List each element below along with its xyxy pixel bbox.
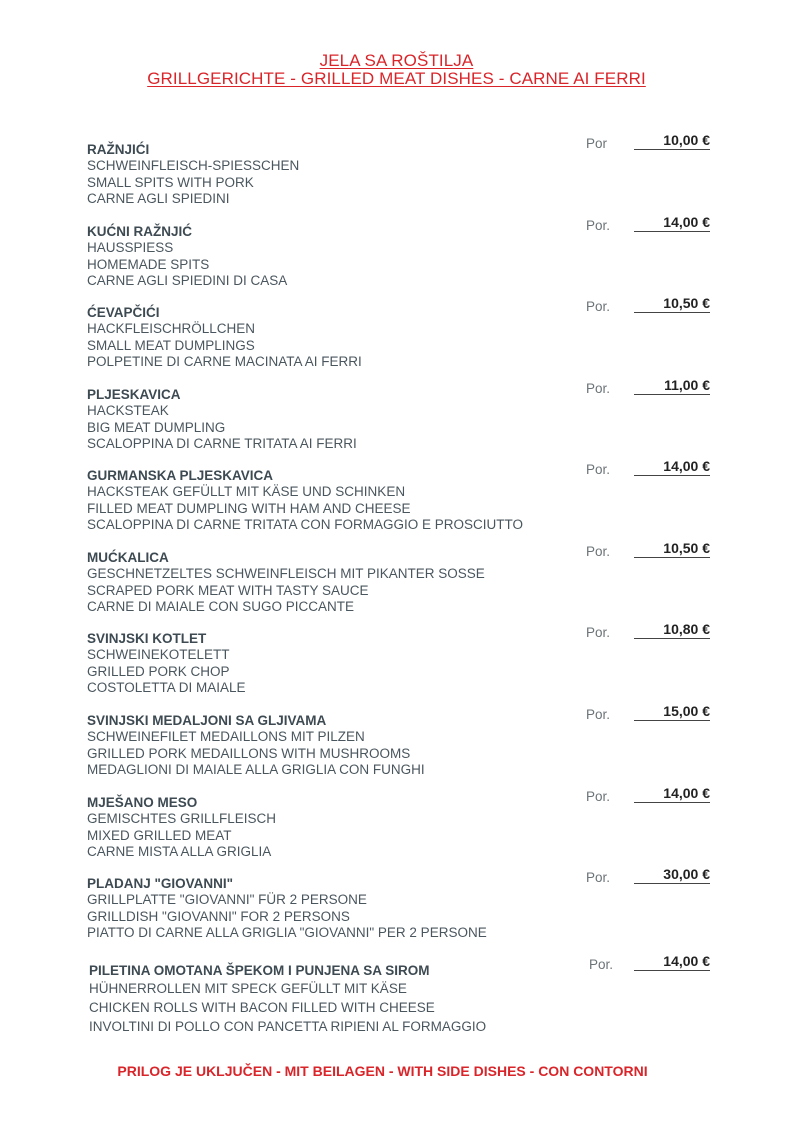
item-desc-en: BIG MEAT DUMPLING: [87, 419, 226, 435]
item-desc-de: HAUSSPIESS: [87, 240, 174, 255]
item-desc-it: CARNE DI MAIALE CON SUGO PICCANTE: [87, 599, 355, 614]
portion-label: Por.: [586, 381, 611, 396]
item-desc-de: GESCHNETZELTES SCHWEINFLEISCH MIT PIKANTER SOSSE: [87, 566, 485, 581]
item-name: PLADANJ "GIOVANNI": [87, 876, 234, 891]
item-name: SVINJSKI KOTLET: [87, 631, 207, 646]
item-desc-it: MEDAGLIONI DI MAIALE ALLA GRIGLIA CON FUNGHI: [87, 762, 425, 777]
item-desc-de: SCHWEINFLEISCH-SPIESSCHEN: [87, 158, 300, 173]
item-desc-en: SMALL MEAT DUMPLINGS: [87, 337, 255, 353]
portion-label: Por.: [586, 707, 611, 722]
item-name: PLJESKAVICA: [87, 387, 181, 402]
item-desc-it: PIATTO DI CARNE ALLA GRIGLIA "GIOVANNI" PER 2 PERSONE: [87, 925, 487, 940]
item-price: 14,00 €: [634, 458, 710, 476]
item-desc-it: INVOLTINI DI POLLO CON PANCETTA RIPIENI AL FORMAGGIO: [89, 1019, 487, 1034]
item-name: GURMANSKA PLJESKAVICA: [87, 468, 274, 483]
item-name: ĆEVAPČIĆI: [87, 305, 160, 320]
item-name: PILETINA OMOTANA ŠPEKOM I PUNJENA SA SIROM: [89, 963, 430, 978]
item-desc-it: POLPETINE DI CARNE MACINATA AI FERRI: [87, 354, 362, 369]
item-name: MUĆKALICA: [87, 550, 169, 565]
portion-label: Por.: [586, 299, 611, 314]
item-desc-en: FILLED MEAT DUMPLING WITH HAM AND CHEESE: [87, 500, 411, 516]
item-desc-en: SCRAPED PORK MEAT WITH TASTY SAUCE: [87, 582, 369, 598]
portion-label: Por.: [586, 625, 611, 640]
portion-label: Por.: [586, 462, 611, 477]
item-price: 14,00 €: [634, 214, 710, 232]
item-price: 15,00 €: [634, 703, 710, 721]
item-price: 10,80 €: [634, 621, 710, 639]
item-price: 14,00 €: [634, 785, 710, 803]
item-desc-en: GRILLDISH "GIOVANNI" FOR 2 PERSONS: [87, 908, 350, 924]
item-desc-it: COSTOLETTA DI MAIALE: [87, 680, 246, 695]
item-desc-it: CARNE MISTA ALLA GRIGLIA: [87, 844, 272, 859]
item-desc-it: CARNE AGLI SPIEDINI DI CASA: [87, 273, 288, 288]
item-desc-en: CHICKEN ROLLS WITH BACON FILLED WITH CHEESE: [89, 1000, 435, 1015]
portion-label: Por.: [586, 870, 611, 885]
item-desc-de: HÜHNERROLLEN MIT SPECK GEFÜLLT MIT KÄSE: [89, 981, 407, 996]
item-desc-en: MIXED GRILLED MEAT: [87, 827, 232, 843]
item-name: KUĆNI RAŽNJIĆ: [87, 224, 193, 239]
item-name: SVINJSKI MEDALJONI SA GLJIVAMA: [87, 713, 327, 728]
item-price: 10,50 €: [634, 295, 710, 313]
item-name: RAŽNJIĆI: [87, 142, 150, 157]
portion-label: Por: [586, 136, 608, 151]
item-price: 10,50 €: [634, 540, 710, 558]
item-desc-en: GRILLED PORK CHOP: [87, 663, 230, 679]
portion-label: Por.: [589, 957, 614, 972]
item-price: 11,00 €: [634, 377, 710, 395]
item-desc-de: GRILLPLATTE "GIOVANNI" FÜR 2 PERSONE: [87, 892, 367, 907]
item-price: 14,00 €: [634, 953, 710, 971]
item-desc-en: SMALL SPITS WITH PORK: [87, 174, 254, 190]
item-desc-en: GRILLED PORK MEDAILLONS WITH MUSHROOMS: [87, 745, 411, 761]
portion-label: Por.: [586, 218, 611, 233]
item-desc-it: SCALOPPINA DI CARNE TRITATA AI FERRI: [87, 436, 357, 451]
item-price: 10,00 €: [634, 132, 710, 150]
item-desc-de: SCHWEINEFILET MEDAILLONS MIT PILZEN: [87, 729, 365, 744]
item-name: MJEŠANO MESO: [87, 795, 198, 810]
header-title-line1: JELA SA ROŠTILJA: [319, 51, 474, 70]
item-desc-it: SCALOPPINA DI CARNE TRITATA CON FORMAGGIO E PROSCIUTTO: [87, 517, 524, 532]
item-desc-en: HOMEMADE SPITS: [87, 256, 210, 272]
item-desc-de: HACKSTEAK: [87, 403, 169, 418]
item-desc-de: GEMISCHTES GRILLFLEISCH: [87, 811, 277, 826]
item-desc-de: HACKSTEAK GEFÜLLT MIT KÄSE UND SCHINKEN: [87, 484, 406, 499]
header-title-line2: GRILLGERICHTE - GRILLED MEAT DISHES - CARNE AI FERRI: [147, 69, 646, 88]
portion-label: Por.: [586, 544, 611, 559]
item-price: 30,00 €: [634, 866, 710, 884]
portion-label: Por.: [586, 789, 611, 804]
item-desc-de: HACKFLEISCHRÖLLCHEN: [87, 321, 256, 336]
item-desc-it: CARNE AGLI SPIEDINI: [87, 191, 230, 206]
item-desc-de: SCHWEINEKOTELETT: [87, 647, 230, 662]
side-dishes-note: PRILOG JE UKLJUČEN - MIT BEILAGEN - WITH SIDE DISHES - CON CONTORNI: [117, 1063, 648, 1079]
